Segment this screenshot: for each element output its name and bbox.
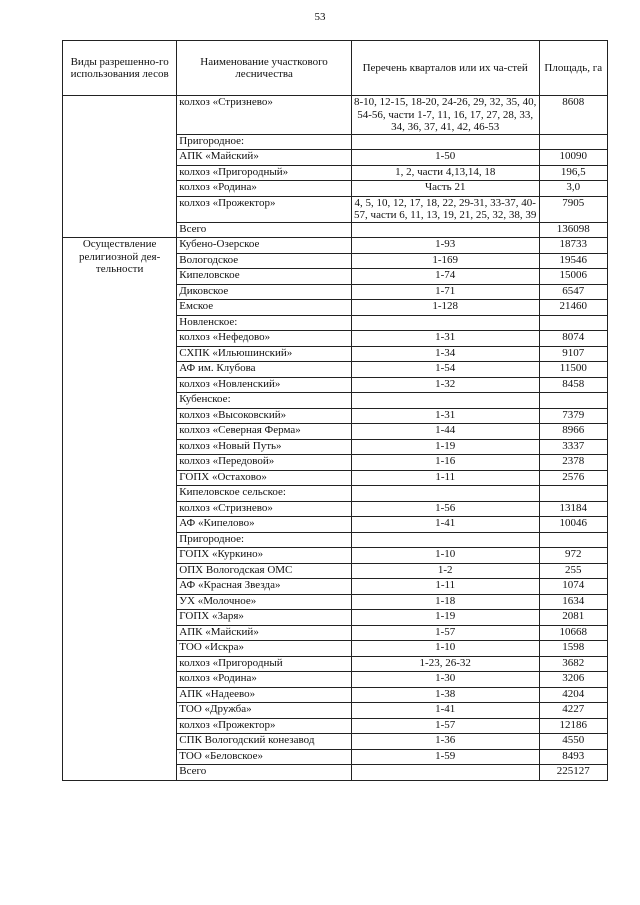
area-cell: 1598 — [539, 641, 607, 657]
forestry-name-cell: АФ «Красная Звезда» — [177, 579, 352, 595]
quarters-cell: 1-10 — [351, 641, 539, 657]
total-label: Всего — [177, 222, 352, 238]
quarters-cell: 1-59 — [351, 749, 539, 765]
area-cell: 7379 — [539, 408, 607, 424]
area-cell: 8493 — [539, 749, 607, 765]
forestry-name-cell: СХПК «Ильюшинский» — [177, 346, 352, 362]
forestry-name-cell: АФ им. Клубова — [177, 362, 352, 378]
forestry-name-cell: ГОПХ «Куркино» — [177, 548, 352, 564]
forestry-name-cell: колхоз «Стризнево» — [177, 501, 352, 517]
table-header-row — [63, 41, 608, 96]
quarters-cell — [351, 486, 539, 502]
forestry-name-cell: ОПХ Вологодская ОМС — [177, 563, 352, 579]
forestry-name-cell: Кипеловское сельское: — [177, 486, 352, 502]
quarters-cell: 1-11 — [351, 579, 539, 595]
page-number: 53 — [314, 11, 326, 23]
area-cell — [539, 393, 607, 409]
area-cell: 18733 — [539, 238, 607, 254]
quarters-cell: 1-19 — [351, 439, 539, 455]
quarters-cell: 1-74 — [351, 269, 539, 285]
quarters-cell — [351, 393, 539, 409]
area-cell: 3337 — [539, 439, 607, 455]
area-cell: 8074 — [539, 331, 607, 347]
quarters-cell: 1-30 — [351, 672, 539, 688]
quarters-cell: 1-71 — [351, 284, 539, 300]
total-area-cell: 225127 — [539, 765, 607, 781]
quarters-cell: 1-128 — [351, 300, 539, 316]
quarters-cell: 1-34 — [351, 346, 539, 362]
quarters-cell: 1-19 — [351, 610, 539, 626]
area-cell: 196,5 — [539, 165, 607, 181]
area-cell: 8608 — [539, 96, 607, 135]
area-cell: 8966 — [539, 424, 607, 440]
area-cell — [539, 315, 607, 331]
area-cell: 3682 — [539, 656, 607, 672]
area-cell: 15006 — [539, 269, 607, 285]
quarters-cell: 1, 2, части 4,13,14, 18 — [351, 165, 539, 181]
quarters-cell: 1-54 — [351, 362, 539, 378]
header-use: Виды разрешенно-го использования лесов — [63, 41, 177, 96]
forestry-name-cell: Кипеловское — [177, 269, 352, 285]
area-cell: 255 — [539, 563, 607, 579]
quarters-cell: 1-56 — [351, 501, 539, 517]
area-cell: 21460 — [539, 300, 607, 316]
forestry-name-cell: колхоз «Прожектор» — [177, 196, 352, 222]
forestry-name-cell: колхоз «Пригородный — [177, 656, 352, 672]
area-cell: 11500 — [539, 362, 607, 378]
area-cell: 2576 — [539, 470, 607, 486]
forestry-name-cell: АПК «Майский» — [177, 625, 352, 641]
forest-use-table — [62, 40, 608, 781]
forestry-name-cell: АФ «Кипелово» — [177, 517, 352, 533]
use-type-cell — [63, 96, 177, 238]
table-row — [63, 96, 608, 135]
quarters-cell — [351, 315, 539, 331]
area-cell: 972 — [539, 548, 607, 564]
forestry-name-cell: УХ «Молочное» — [177, 594, 352, 610]
forestry-name-cell: колхоз «Новленский» — [177, 377, 352, 393]
quarters-cell: 1-50 — [351, 150, 539, 166]
area-cell: 13184 — [539, 501, 607, 517]
area-cell: 3206 — [539, 672, 607, 688]
forestry-name-cell: Пригородное: — [177, 134, 352, 150]
forestry-name-cell: колхоз «Нефедово» — [177, 331, 352, 347]
table-body — [63, 96, 608, 781]
area-cell: 10668 — [539, 625, 607, 641]
total-area-cell: 136098 — [539, 222, 607, 238]
forestry-name-cell: колхоз «Стризнево» — [177, 96, 352, 135]
quarters-cell: 1-32 — [351, 377, 539, 393]
table-row — [63, 238, 608, 254]
forestry-name-cell: Емское — [177, 300, 352, 316]
quarters-cell — [351, 222, 539, 238]
quarters-cell: 1-41 — [351, 517, 539, 533]
area-cell — [539, 134, 607, 150]
forestry-name-cell: ГОПХ «Заря» — [177, 610, 352, 626]
area-cell — [539, 486, 607, 502]
forestry-name-cell: Пригородное: — [177, 532, 352, 548]
area-cell — [539, 532, 607, 548]
quarters-cell: 1-11 — [351, 470, 539, 486]
total-label: Всего — [177, 765, 352, 781]
forestry-name-cell: Кубенское: — [177, 393, 352, 409]
quarters-cell: Часть 21 — [351, 181, 539, 197]
forestry-name-cell: АПК «Майский» — [177, 150, 352, 166]
quarters-cell: 1-16 — [351, 455, 539, 471]
forestry-name-cell: колхоз «Пригородный» — [177, 165, 352, 181]
forestry-name-cell: колхоз «Родина» — [177, 181, 352, 197]
quarters-cell — [351, 134, 539, 150]
forestry-name-cell: ТОО «Искра» — [177, 641, 352, 657]
quarters-cell: 1-169 — [351, 253, 539, 269]
quarters-cell: 1-38 — [351, 687, 539, 703]
forestry-name-cell: колхоз «Северная Ферма» — [177, 424, 352, 440]
area-cell: 3,0 — [539, 181, 607, 197]
quarters-cell: 1-18 — [351, 594, 539, 610]
area-cell: 6547 — [539, 284, 607, 300]
forestry-name-cell: колхоз «Прожектор» — [177, 718, 352, 734]
area-cell: 10090 — [539, 150, 607, 166]
area-cell: 2081 — [539, 610, 607, 626]
area-cell: 8458 — [539, 377, 607, 393]
header-name: Наименование участкового лесничества — [177, 41, 352, 96]
quarters-cell: 1-57 — [351, 718, 539, 734]
quarters-cell: 1-31 — [351, 408, 539, 424]
forestry-name-cell: Вологодское — [177, 253, 352, 269]
quarters-cell: 1-23, 26-32 — [351, 656, 539, 672]
use-type-cell: Осуществление религиозной дея-тельности — [63, 238, 177, 781]
forestry-name-cell: Новленское: — [177, 315, 352, 331]
forestry-name-cell: АПК «Надеево» — [177, 687, 352, 703]
header-area: Площадь, га — [539, 41, 607, 96]
quarters-cell: 1-41 — [351, 703, 539, 719]
quarters-cell — [351, 765, 539, 781]
quarters-cell: 8-10, 12-15, 18-20, 24-26, 29, 32, 35, 40, 54-56, части 1-7, 11, 16, 17, 27, 28, 33, 34, 36, 37, 41, 42, 46-53 — [351, 96, 539, 135]
area-cell: 1074 — [539, 579, 607, 595]
quarters-cell: 4, 5, 10, 12, 17, 18, 22, 29-31, 33-37, 40-57, части 6, 11, 13, 19, 21, 25, 32, 38, 39 — [351, 196, 539, 222]
header-quarters: Перечень кварталов или их ча-стей — [351, 41, 539, 96]
area-cell: 12186 — [539, 718, 607, 734]
quarters-cell: 1-2 — [351, 563, 539, 579]
area-cell: 10046 — [539, 517, 607, 533]
quarters-cell — [351, 532, 539, 548]
forestry-name-cell: СПК Вологодский конезавод — [177, 734, 352, 750]
area-cell: 4227 — [539, 703, 607, 719]
quarters-cell: 1-44 — [351, 424, 539, 440]
area-cell: 1634 — [539, 594, 607, 610]
forestry-name-cell: ТОО «Беловское» — [177, 749, 352, 765]
quarters-cell: 1-36 — [351, 734, 539, 750]
area-cell: 4550 — [539, 734, 607, 750]
forestry-name-cell: Диковское — [177, 284, 352, 300]
forestry-name-cell: колхоз «Передовой» — [177, 455, 352, 471]
quarters-cell: 1-10 — [351, 548, 539, 564]
quarters-cell: 1-93 — [351, 238, 539, 254]
forestry-name-cell: ТОО «Дружба» — [177, 703, 352, 719]
area-cell: 7905 — [539, 196, 607, 222]
quarters-cell: 1-31 — [351, 331, 539, 347]
quarters-cell: 1-57 — [351, 625, 539, 641]
area-cell: 19546 — [539, 253, 607, 269]
forestry-name-cell: колхоз «Новый Путь» — [177, 439, 352, 455]
forestry-name-cell: колхоз «Высоковский» — [177, 408, 352, 424]
forestry-name-cell: колхоз «Родина» — [177, 672, 352, 688]
forestry-name-cell: ГОПХ «Остахово» — [177, 470, 352, 486]
area-cell: 9107 — [539, 346, 607, 362]
area-cell: 4204 — [539, 687, 607, 703]
area-cell: 2378 — [539, 455, 607, 471]
forestry-name-cell: Кубено-Озерское — [177, 238, 352, 254]
